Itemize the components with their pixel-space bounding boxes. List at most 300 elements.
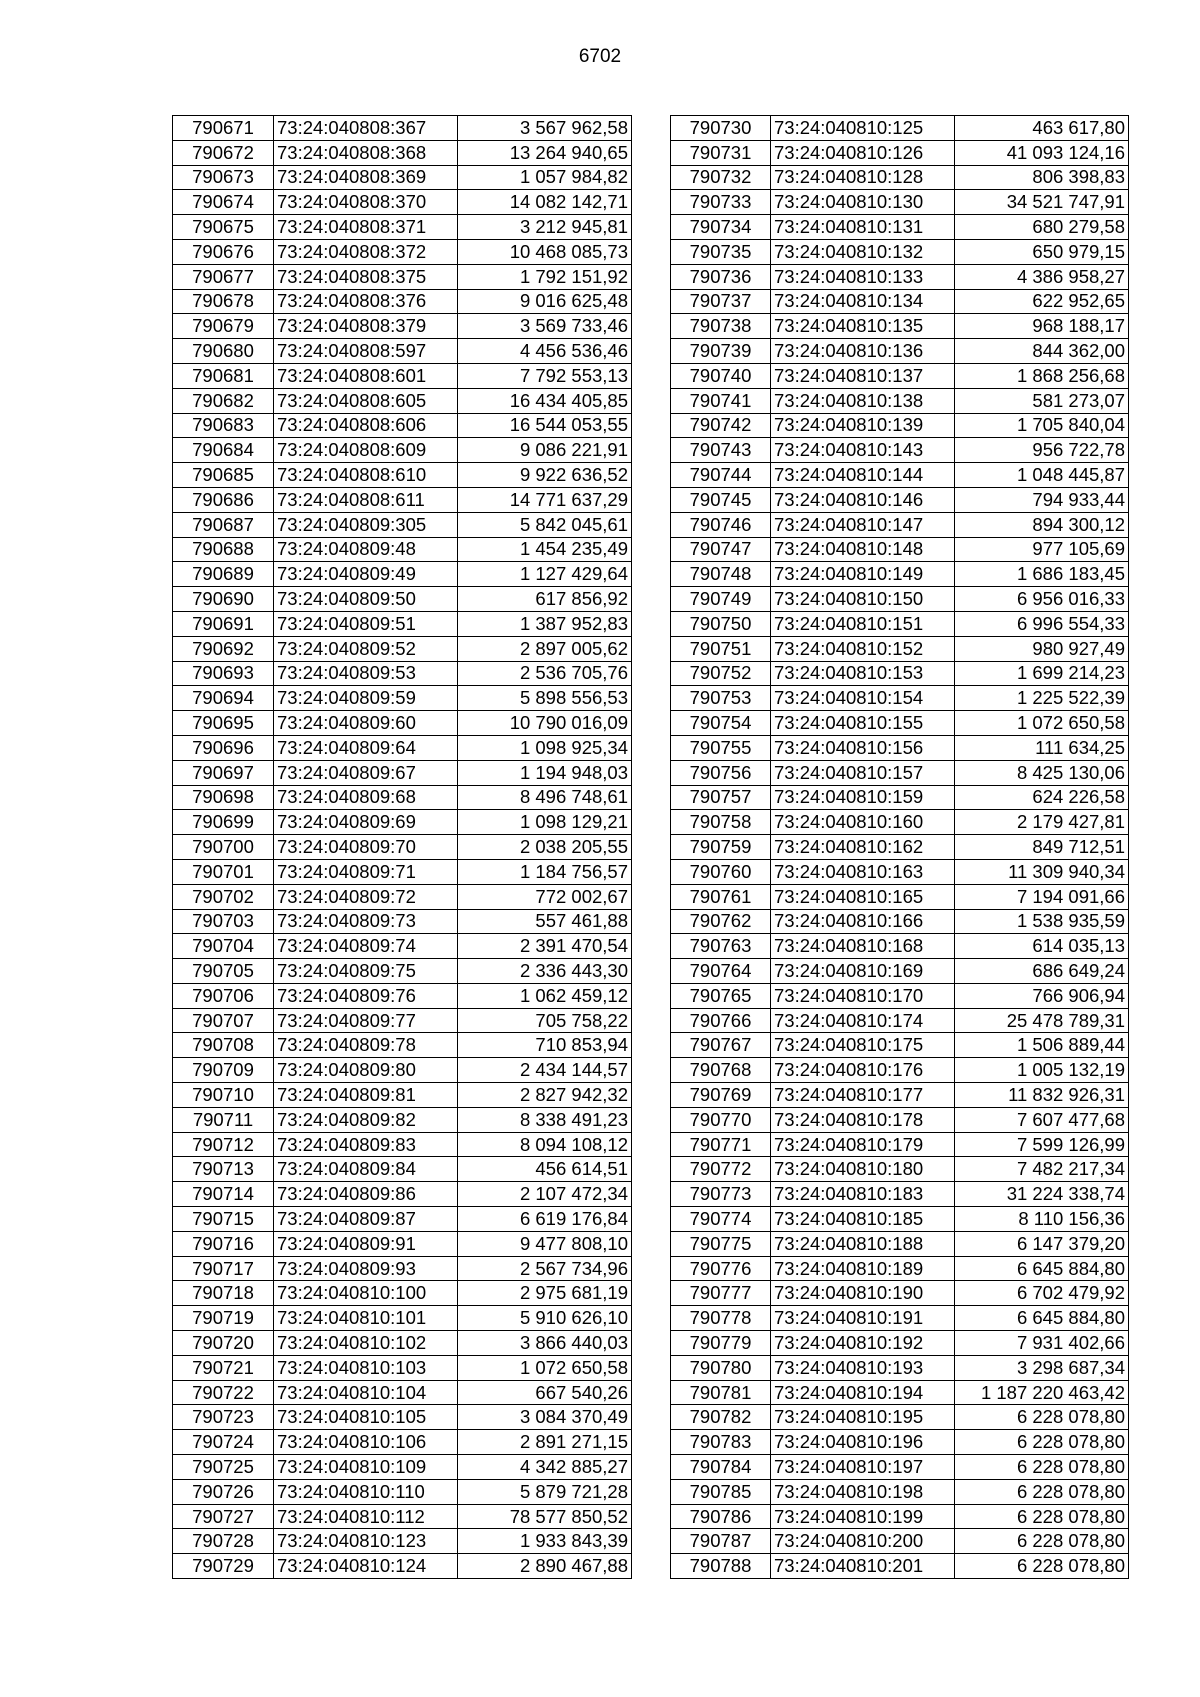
cadastral-number-cell: 73:24:040809:305	[274, 512, 458, 537]
cadastral-number-cell: 73:24:040809:72	[274, 884, 458, 909]
value-cell: 8 425 130,06	[955, 760, 1129, 785]
value-cell: 8 110 156,36	[955, 1207, 1129, 1232]
table-row	[671, 909, 1129, 934]
cadastral-number-cell: 73:24:040810:149	[771, 562, 955, 587]
cadastral-number-cell: 73:24:040810:143	[771, 438, 955, 463]
table-row	[173, 959, 632, 984]
table-row	[173, 140, 632, 165]
value-cell: 849 712,51	[955, 835, 1129, 860]
value-cell: 5 879 721,28	[458, 1479, 632, 1504]
value-cell: 2 391 470,54	[458, 934, 632, 959]
table-row	[173, 438, 632, 463]
value-cell: 581 273,07	[955, 388, 1129, 413]
cadastral-number-cell: 73:24:040810:159	[771, 785, 955, 810]
table-row	[173, 190, 632, 215]
row-number-cell: 790731	[671, 140, 771, 165]
row-number-cell: 790716	[173, 1231, 274, 1256]
cadastral-number-cell: 73:24:040808:375	[274, 264, 458, 289]
value-cell: 1 194 948,03	[458, 760, 632, 785]
row-number-cell: 790713	[173, 1157, 274, 1182]
cadastral-number-cell: 73:24:040809:68	[274, 785, 458, 810]
table-row	[671, 711, 1129, 736]
value-cell: 1 454 235,49	[458, 537, 632, 562]
value-cell: 894 300,12	[955, 512, 1129, 537]
row-number-cell: 790697	[173, 760, 274, 785]
value-cell: 980 927,49	[955, 636, 1129, 661]
value-cell: 9 016 625,48	[458, 289, 632, 314]
table-row	[671, 735, 1129, 760]
row-number-cell: 790739	[671, 339, 771, 364]
row-number-cell: 790689	[173, 562, 274, 587]
row-number-cell: 790686	[173, 487, 274, 512]
cadastral-number-cell: 73:24:040810:144	[771, 463, 955, 488]
cadastral-number-cell: 73:24:040810:124	[274, 1554, 458, 1579]
table-row	[671, 1083, 1129, 1108]
cadastral-number-cell: 73:24:040808:368	[274, 140, 458, 165]
row-number-cell: 790681	[173, 363, 274, 388]
value-cell: 10 468 085,73	[458, 239, 632, 264]
cadastral-number-cell: 73:24:040810:160	[771, 810, 955, 835]
row-number-cell: 790683	[173, 413, 274, 438]
row-number-cell: 790698	[173, 785, 274, 810]
row-number-cell: 790730	[671, 116, 771, 141]
table-row	[671, 1479, 1129, 1504]
value-cell: 844 362,00	[955, 339, 1129, 364]
value-cell: 1 225 522,39	[955, 686, 1129, 711]
table-row	[173, 810, 632, 835]
row-number-cell: 790704	[173, 934, 274, 959]
cadastral-number-cell: 73:24:040809:81	[274, 1083, 458, 1108]
table-row	[173, 1132, 632, 1157]
row-number-cell: 790719	[173, 1306, 274, 1331]
cadastral-number-cell: 73:24:040810:132	[771, 239, 955, 264]
table-row	[671, 413, 1129, 438]
cadastral-number-cell: 73:24:040810:156	[771, 735, 955, 760]
row-number-cell: 790703	[173, 909, 274, 934]
value-cell: 31 224 338,74	[955, 1182, 1129, 1207]
value-cell: 14 771 637,29	[458, 487, 632, 512]
value-cell: 1 387 952,83	[458, 611, 632, 636]
table-row	[671, 1504, 1129, 1529]
cadastral-number-cell: 73:24:040810:179	[771, 1132, 955, 1157]
value-cell: 13 264 940,65	[458, 140, 632, 165]
row-number-cell: 790741	[671, 388, 771, 413]
table-row	[671, 1455, 1129, 1480]
value-cell: 1 072 650,58	[458, 1355, 632, 1380]
cadastral-number-cell: 73:24:040810:136	[771, 339, 955, 364]
cadastral-number-cell: 73:24:040810:148	[771, 537, 955, 562]
row-number-cell: 790766	[671, 1008, 771, 1033]
cadastral-number-cell: 73:24:040810:123	[274, 1529, 458, 1554]
value-cell: 1 127 429,64	[458, 562, 632, 587]
cadastral-number-cell: 73:24:040810:154	[771, 686, 955, 711]
row-number-cell: 790788	[671, 1554, 771, 1579]
table-row	[173, 289, 632, 314]
row-number-cell: 790761	[671, 884, 771, 909]
value-cell: 3 866 440,03	[458, 1331, 632, 1356]
value-cell: 766 906,94	[955, 983, 1129, 1008]
cadastral-number-cell: 73:24:040808:370	[274, 190, 458, 215]
value-cell: 7 607 477,68	[955, 1107, 1129, 1132]
value-cell: 25 478 789,31	[955, 1008, 1129, 1033]
cadastral-number-cell: 73:24:040809:69	[274, 810, 458, 835]
table-row	[671, 289, 1129, 314]
row-number-cell: 790729	[173, 1554, 274, 1579]
value-cell: 6 228 078,80	[955, 1455, 1129, 1480]
cadastral-number-cell: 73:24:040810:194	[771, 1380, 955, 1405]
value-cell: 2 038 205,55	[458, 835, 632, 860]
row-number-cell: 790728	[173, 1529, 274, 1554]
cadastral-number-cell: 73:24:040810:200	[771, 1529, 955, 1554]
row-number-cell: 790721	[173, 1355, 274, 1380]
row-number-cell: 790775	[671, 1231, 771, 1256]
value-cell: 614 035,13	[955, 934, 1129, 959]
table-row	[173, 859, 632, 884]
table-row	[173, 1033, 632, 1058]
table-row	[671, 983, 1129, 1008]
value-cell: 1 187 220 463,42	[955, 1380, 1129, 1405]
cadastral-number-cell: 73:24:040810:152	[771, 636, 955, 661]
row-number-cell: 790769	[671, 1083, 771, 1108]
value-cell: 1 098 925,34	[458, 735, 632, 760]
table-body-right	[671, 116, 1129, 1579]
row-number-cell: 790787	[671, 1529, 771, 1554]
table-row	[173, 735, 632, 760]
cadastral-number-cell: 73:24:040809:84	[274, 1157, 458, 1182]
cadastral-number-cell: 73:24:040810:166	[771, 909, 955, 934]
cadastral-number-cell: 73:24:040808:611	[274, 487, 458, 512]
cadastral-number-cell: 73:24:040809:51	[274, 611, 458, 636]
table-row	[173, 537, 632, 562]
table-row	[173, 1256, 632, 1281]
cadastral-number-cell: 73:24:040810:139	[771, 413, 955, 438]
cadastral-number-cell: 73:24:040809:87	[274, 1207, 458, 1232]
table-row	[671, 388, 1129, 413]
row-number-cell: 790759	[671, 835, 771, 860]
cadastral-number-cell: 73:24:040810:163	[771, 859, 955, 884]
cadastral-number-cell: 73:24:040810:190	[771, 1281, 955, 1306]
table-row	[173, 388, 632, 413]
row-number-cell: 790717	[173, 1256, 274, 1281]
table-row	[671, 1058, 1129, 1083]
cadastral-number-cell: 73:24:040810:101	[274, 1306, 458, 1331]
table-row	[173, 611, 632, 636]
cadastral-number-cell: 73:24:040809:91	[274, 1231, 458, 1256]
value-cell: 1 792 151,92	[458, 264, 632, 289]
table-row	[173, 487, 632, 512]
table-row	[671, 611, 1129, 636]
table-row	[671, 587, 1129, 612]
cadastral-number-cell: 73:24:040808:367	[274, 116, 458, 141]
cadastral-number-cell: 73:24:040809:78	[274, 1033, 458, 1058]
value-cell: 2 434 144,57	[458, 1058, 632, 1083]
table-row	[173, 1231, 632, 1256]
cadastral-number-cell: 73:24:040810:175	[771, 1033, 955, 1058]
row-number-cell: 790715	[173, 1207, 274, 1232]
row-number-cell: 790733	[671, 190, 771, 215]
row-number-cell: 790732	[671, 165, 771, 190]
row-number-cell: 790712	[173, 1132, 274, 1157]
row-number-cell: 790672	[173, 140, 274, 165]
cadastral-number-cell: 73:24:040810:177	[771, 1083, 955, 1108]
cadastral-number-cell: 73:24:040809:74	[274, 934, 458, 959]
value-cell: 7 931 402,66	[955, 1331, 1129, 1356]
table-row	[671, 1107, 1129, 1132]
value-cell: 557 461,88	[458, 909, 632, 934]
cadastral-number-cell: 73:24:040810:147	[771, 512, 955, 537]
table-row	[671, 636, 1129, 661]
cadastral-number-cell: 73:24:040808:601	[274, 363, 458, 388]
cadastral-number-cell: 73:24:040809:49	[274, 562, 458, 587]
value-cell: 956 722,78	[955, 438, 1129, 463]
table-row	[173, 983, 632, 1008]
value-cell: 650 979,15	[955, 239, 1129, 264]
value-cell: 2 890 467,88	[458, 1554, 632, 1579]
cadastral-number-cell: 73:24:040810:109	[274, 1455, 458, 1480]
value-cell: 806 398,83	[955, 165, 1129, 190]
cadastral-number-cell: 73:24:040810:193	[771, 1355, 955, 1380]
table-row	[173, 1504, 632, 1529]
table-row	[173, 760, 632, 785]
cadastral-table-right	[670, 115, 1129, 1579]
row-number-cell: 790746	[671, 512, 771, 537]
cadastral-number-cell: 73:24:040810:201	[771, 1554, 955, 1579]
cadastral-number-cell: 73:24:040809:50	[274, 587, 458, 612]
row-number-cell: 790735	[671, 239, 771, 264]
value-cell: 1 538 935,59	[955, 909, 1129, 934]
row-number-cell: 790718	[173, 1281, 274, 1306]
row-number-cell: 790773	[671, 1182, 771, 1207]
value-cell: 2 975 681,19	[458, 1281, 632, 1306]
table-row	[173, 1554, 632, 1579]
cadastral-number-cell: 73:24:040810:155	[771, 711, 955, 736]
value-cell: 4 386 958,27	[955, 264, 1129, 289]
table-row	[671, 1231, 1129, 1256]
cadastral-number-cell: 73:24:040810:178	[771, 1107, 955, 1132]
table-row	[173, 1008, 632, 1033]
row-number-cell: 790762	[671, 909, 771, 934]
cadastral-number-cell: 73:24:040810:191	[771, 1306, 955, 1331]
row-number-cell: 790777	[671, 1281, 771, 1306]
table-row	[671, 1207, 1129, 1232]
table-row	[671, 1306, 1129, 1331]
table-row	[173, 512, 632, 537]
value-cell: 680 279,58	[955, 215, 1129, 240]
row-number-cell: 790760	[671, 859, 771, 884]
table-row	[671, 1380, 1129, 1405]
value-cell: 9 086 221,91	[458, 438, 632, 463]
cadastral-number-cell: 73:24:040810:135	[771, 314, 955, 339]
cadastral-number-cell: 73:24:040810:176	[771, 1058, 955, 1083]
value-cell: 3 084 370,49	[458, 1405, 632, 1430]
row-number-cell: 790673	[173, 165, 274, 190]
row-number-cell: 790745	[671, 487, 771, 512]
cadastral-number-cell: 73:24:040809:70	[274, 835, 458, 860]
value-cell: 7 194 091,66	[955, 884, 1129, 909]
row-number-cell: 790676	[173, 239, 274, 264]
row-number-cell: 790725	[173, 1455, 274, 1480]
cadastral-number-cell: 73:24:040810:196	[771, 1430, 955, 1455]
table-row	[173, 587, 632, 612]
cadastral-number-cell: 73:24:040810:197	[771, 1455, 955, 1480]
cadastral-number-cell: 73:24:040810:146	[771, 487, 955, 512]
row-number-cell: 790691	[173, 611, 274, 636]
cadastral-number-cell: 73:24:040809:76	[274, 983, 458, 1008]
cadastral-number-cell: 73:24:040810:188	[771, 1231, 955, 1256]
table-row	[671, 339, 1129, 364]
value-cell: 1 705 840,04	[955, 413, 1129, 438]
cadastral-number-cell: 73:24:040810:185	[771, 1207, 955, 1232]
row-number-cell: 790726	[173, 1479, 274, 1504]
table-row	[671, 1554, 1129, 1579]
value-cell: 10 790 016,09	[458, 711, 632, 736]
value-cell: 1 005 132,19	[955, 1058, 1129, 1083]
value-cell: 7 482 217,34	[955, 1157, 1129, 1182]
value-cell: 7 792 553,13	[458, 363, 632, 388]
cadastral-number-cell: 73:24:040809:82	[274, 1107, 458, 1132]
table-row	[671, 363, 1129, 388]
row-number-cell: 790770	[671, 1107, 771, 1132]
value-cell: 1 072 650,58	[955, 711, 1129, 736]
value-cell: 6 645 884,80	[955, 1256, 1129, 1281]
row-number-cell: 790674	[173, 190, 274, 215]
value-cell: 705 758,22	[458, 1008, 632, 1033]
row-number-cell: 790737	[671, 289, 771, 314]
row-number-cell: 790752	[671, 661, 771, 686]
table-row	[173, 785, 632, 810]
cadastral-number-cell: 73:24:040810:183	[771, 1182, 955, 1207]
value-cell: 2 567 734,96	[458, 1256, 632, 1281]
table-row	[671, 512, 1129, 537]
table-row	[671, 1008, 1129, 1033]
cadastral-number-cell: 73:24:040809:60	[274, 711, 458, 736]
value-cell: 6 228 078,80	[955, 1554, 1129, 1579]
cadastral-number-cell: 73:24:040810:106	[274, 1430, 458, 1455]
cadastral-number-cell: 73:24:040810:165	[771, 884, 955, 909]
value-cell: 8 094 108,12	[458, 1132, 632, 1157]
table-row	[173, 1529, 632, 1554]
table-row	[671, 785, 1129, 810]
row-number-cell: 790722	[173, 1380, 274, 1405]
row-number-cell: 790774	[671, 1207, 771, 1232]
value-cell: 772 002,67	[458, 884, 632, 909]
row-number-cell: 790750	[671, 611, 771, 636]
table-row	[671, 661, 1129, 686]
value-cell: 6 956 016,33	[955, 587, 1129, 612]
row-number-cell: 790740	[671, 363, 771, 388]
cadastral-number-cell: 73:24:040808:609	[274, 438, 458, 463]
table-row	[671, 562, 1129, 587]
cadastral-number-cell: 73:24:040809:83	[274, 1132, 458, 1157]
row-number-cell: 790693	[173, 661, 274, 686]
page-number: 6702	[578, 46, 622, 67]
cadastral-number-cell: 73:24:040810:100	[274, 1281, 458, 1306]
cadastral-number-cell: 73:24:040810:198	[771, 1479, 955, 1504]
value-cell: 9 922 636,52	[458, 463, 632, 488]
row-number-cell: 790696	[173, 735, 274, 760]
cadastral-number-cell: 73:24:040808:597	[274, 339, 458, 364]
table-row	[671, 314, 1129, 339]
cadastral-table-left	[172, 115, 632, 1579]
row-number-cell: 790695	[173, 711, 274, 736]
table-row	[671, 1529, 1129, 1554]
cadastral-number-cell: 73:24:040808:606	[274, 413, 458, 438]
table-row	[671, 686, 1129, 711]
value-cell: 4 456 536,46	[458, 339, 632, 364]
row-number-cell: 790699	[173, 810, 274, 835]
table-row	[173, 1455, 632, 1480]
value-cell: 11 832 926,31	[955, 1083, 1129, 1108]
row-number-cell: 790705	[173, 959, 274, 984]
row-number-cell: 790720	[173, 1331, 274, 1356]
row-number-cell: 790743	[671, 438, 771, 463]
value-cell: 1 933 843,39	[458, 1529, 632, 1554]
table-row	[671, 1355, 1129, 1380]
value-cell: 710 853,94	[458, 1033, 632, 1058]
table-row	[173, 239, 632, 264]
value-cell: 14 082 142,71	[458, 190, 632, 215]
value-cell: 968 188,17	[955, 314, 1129, 339]
table-row	[173, 1306, 632, 1331]
table-row	[671, 264, 1129, 289]
value-cell: 794 933,44	[955, 487, 1129, 512]
row-number-cell: 790707	[173, 1008, 274, 1033]
table-row	[671, 1281, 1129, 1306]
value-cell: 6 228 078,80	[955, 1504, 1129, 1529]
table-row	[173, 711, 632, 736]
row-number-cell: 790768	[671, 1058, 771, 1083]
table-row	[173, 165, 632, 190]
value-cell: 1 057 984,82	[458, 165, 632, 190]
cadastral-number-cell: 73:24:040809:67	[274, 760, 458, 785]
cadastral-number-cell: 73:24:040810:133	[771, 264, 955, 289]
table-row	[671, 760, 1129, 785]
value-cell: 3 569 733,46	[458, 314, 632, 339]
table-row	[173, 1083, 632, 1108]
cadastral-number-cell: 73:24:040810:195	[771, 1405, 955, 1430]
table-row	[173, 463, 632, 488]
value-cell: 7 599 126,99	[955, 1132, 1129, 1157]
cadastral-number-cell: 73:24:040810:130	[771, 190, 955, 215]
cadastral-number-cell: 73:24:040810:162	[771, 835, 955, 860]
value-cell: 111 634,25	[955, 735, 1129, 760]
table-row	[671, 487, 1129, 512]
row-number-cell: 790677	[173, 264, 274, 289]
cadastral-number-cell: 73:24:040808:372	[274, 239, 458, 264]
table-row	[671, 463, 1129, 488]
cadastral-number-cell: 73:24:040809:71	[274, 859, 458, 884]
table-row	[173, 1182, 632, 1207]
cadastral-number-cell: 73:24:040809:53	[274, 661, 458, 686]
value-cell: 6 619 176,84	[458, 1207, 632, 1232]
row-number-cell: 790679	[173, 314, 274, 339]
value-cell: 34 521 747,91	[955, 190, 1129, 215]
table-row	[173, 1281, 632, 1306]
table-row	[173, 1355, 632, 1380]
row-number-cell: 790751	[671, 636, 771, 661]
table-row	[173, 562, 632, 587]
row-number-cell: 790678	[173, 289, 274, 314]
value-cell: 2 827 942,32	[458, 1083, 632, 1108]
value-cell: 2 897 005,62	[458, 636, 632, 661]
value-cell: 6 228 078,80	[955, 1430, 1129, 1455]
row-number-cell: 790758	[671, 810, 771, 835]
row-number-cell: 790684	[173, 438, 274, 463]
table-row	[173, 636, 632, 661]
row-number-cell: 790780	[671, 1355, 771, 1380]
row-number-cell: 790701	[173, 859, 274, 884]
table-row	[173, 1405, 632, 1430]
